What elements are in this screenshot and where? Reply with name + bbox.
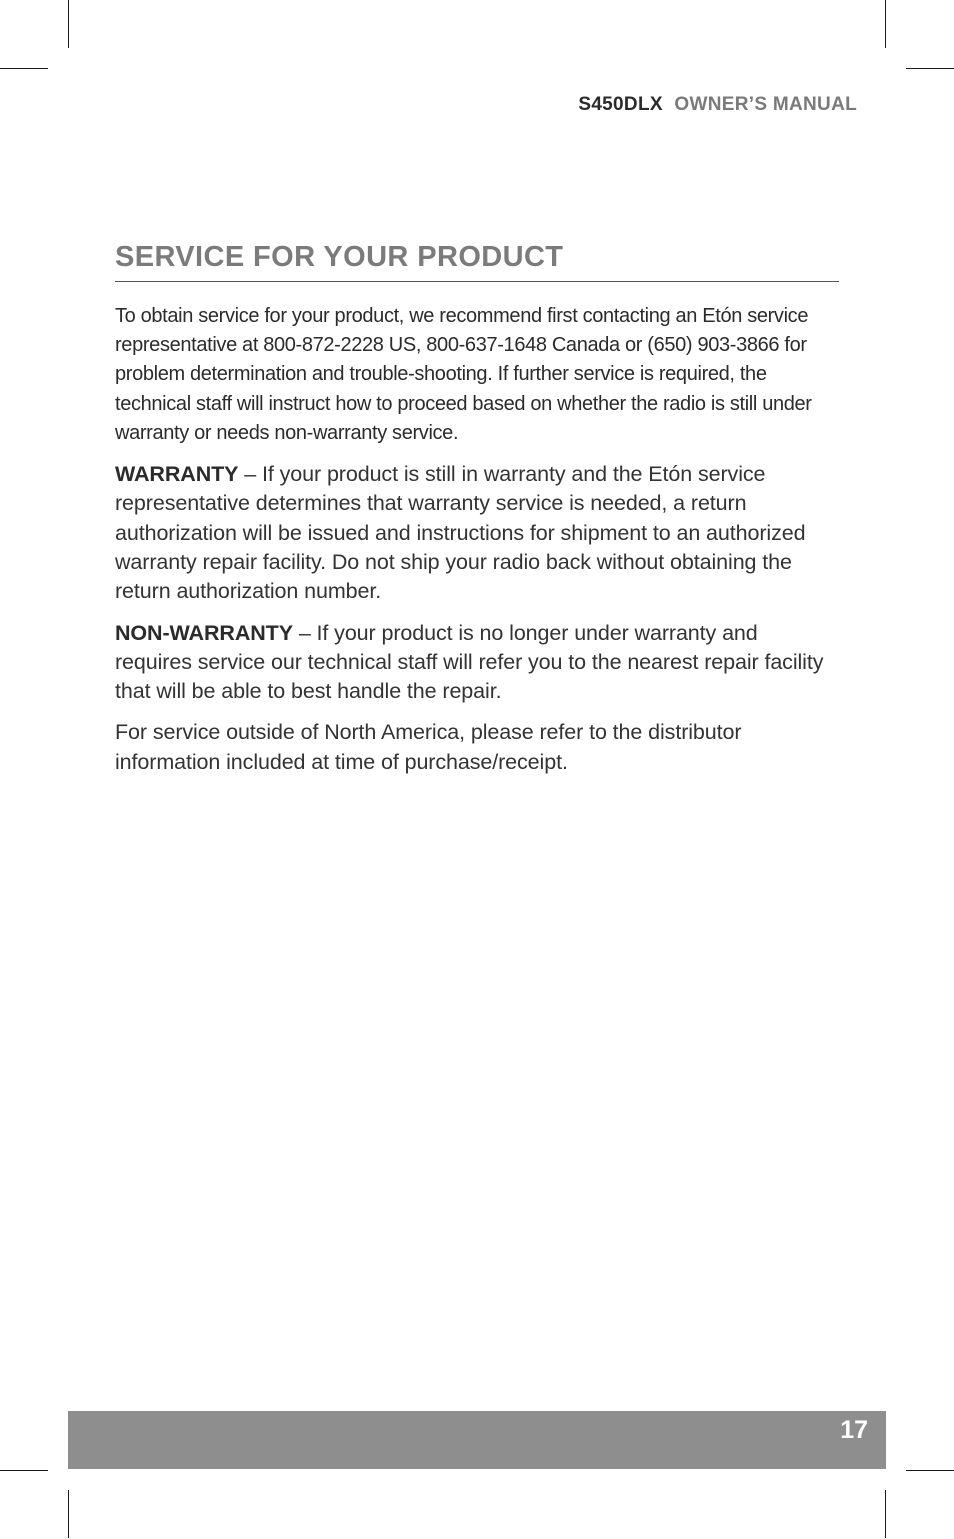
warranty-paragraph bbox=[115, 460, 839, 606]
header-model: S450DLX bbox=[578, 94, 663, 115]
non-warranty-paragraph bbox=[115, 619, 839, 707]
footer-bar bbox=[68, 1411, 886, 1469]
header-manual-label: OWNER’S MANUAL bbox=[674, 94, 857, 115]
crop-mark-top-right-vertical bbox=[885, 0, 886, 48]
service-section bbox=[115, 240, 839, 777]
non-warranty-text: – If your product is no longer under warranty and requires service our technical staff will refer you to the nearest repair facility that will be able to best handle the repair. bbox=[115, 620, 824, 704]
crop-mark-bottom-right-vertical bbox=[885, 1490, 886, 1538]
warranty-label: WARRANTY bbox=[115, 462, 239, 487]
page-number: 17 bbox=[840, 1416, 868, 1444]
section-title: SERVICE FOR YOUR PRODUCT bbox=[115, 240, 839, 282]
running-header bbox=[578, 94, 857, 116]
crop-mark-bottom-left-horizontal bbox=[0, 1470, 48, 1471]
crop-mark-top-left-horizontal bbox=[0, 68, 48, 69]
crop-mark-top-right-horizontal bbox=[906, 68, 954, 69]
warranty-text: – If your product is still in warranty and the Etón service representative determines that warranty service is needed, a return authorization will be issued and instructions for shipment to an authorized warranty repair facility. Do not ship your radio back without obtaining the return authorization number. bbox=[115, 462, 806, 604]
crop-mark-top-left-vertical bbox=[68, 0, 69, 48]
crop-mark-bottom-right-horizontal bbox=[906, 1470, 954, 1471]
outside-north-america-paragraph: For service outside of North America, please refer to the distributor information included at time of purchase/receipt. bbox=[115, 720, 742, 774]
intro-paragraph: To obtain service for your product, we recommend first contacting an Etón service representative at 800-872-2228 US, 800-637-1648 Canada or (650) 903-3866 for problem determination and trouble-shooting. If further service is required, the technical staff will instruct how to proceed based on whether the radio is still under warranty or needs non-warranty service. bbox=[115, 305, 812, 444]
crop-mark-bottom-left-vertical bbox=[68, 1490, 69, 1538]
non-warranty-label: NON-WARRANTY bbox=[115, 620, 293, 645]
